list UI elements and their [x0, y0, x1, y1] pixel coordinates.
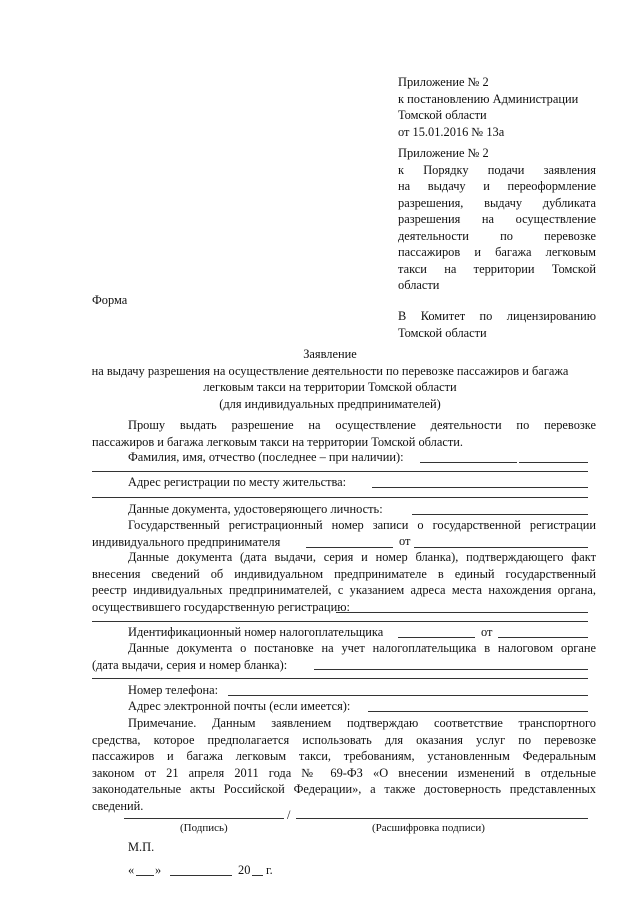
- tax-line: Данные документа о постановке на учет налогоплательщика в налоговом органе: [128, 641, 596, 655]
- decode-caption: (Расшифровка подписи): [372, 822, 485, 834]
- form-label: Форма: [92, 293, 128, 307]
- heading-line: легковым такси на территории Томской области: [203, 380, 457, 394]
- note-line: средства, которое предполагается использовать для оказания услуг по перевозке: [92, 732, 596, 747]
- request-line: Прошу выдать разрешение на осуществление деятельности по перевозке: [128, 418, 596, 432]
- egrip-line: внесения сведений об индивидуальном предпринимателе в единый государственный: [92, 566, 596, 581]
- egrip-line: реестр индивидуальных предпринимателей, с указанием адреса места нахождения органа,: [92, 583, 596, 597]
- appendix-line: к постановлению Администрации: [398, 91, 579, 106]
- signature-decode-field[interactable]: [296, 818, 588, 819]
- date-day-field[interactable]: [136, 875, 154, 876]
- reg-number-field[interactable]: [306, 547, 393, 548]
- date-year-field[interactable]: [252, 875, 263, 876]
- egrip-field[interactable]: [336, 612, 588, 613]
- heading-line: (для индивидуальных предпринимателей): [219, 396, 441, 411]
- inn-date-field[interactable]: [498, 637, 588, 638]
- tax-line: (дата выдачи, серия и номер бланка):: [92, 657, 288, 672]
- reg-number-block: [92, 517, 596, 550]
- reg-date-field[interactable]: [414, 547, 588, 548]
- document-heading: [80, 346, 580, 412]
- fio-field-2[interactable]: [519, 462, 588, 463]
- appendix-line: пассажиров и багажа легковым: [398, 245, 596, 259]
- phone-field[interactable]: [228, 695, 588, 696]
- appendix-line: от 15.01.2016 № 13а: [398, 124, 505, 139]
- fio-label: Фамилия, имя, отчество (последнее – при наличии):: [128, 450, 404, 464]
- email-label: Адрес электронной почты (если имеется):: [128, 699, 351, 713]
- appendix-line: разрешения, выдачу дубликата: [398, 195, 596, 210]
- stamp-label: М.П.: [128, 840, 155, 854]
- heading-line: на выдачу разрешения на осуществление деятельности по перевозке пассажиров и багажа: [91, 363, 569, 378]
- id-document-field[interactable]: [412, 514, 588, 515]
- signature-slash: /: [287, 808, 291, 822]
- addressee-line: В Комитет по лицензированию: [398, 309, 596, 323]
- note-line: законом от 21 апреля 2011 года № 69-ФЗ «О внесении изменений в отдельные: [92, 765, 596, 780]
- signature-caption: (Подпись): [180, 822, 228, 834]
- id-document-label: Данные документа, удостоверяющего личность:: [128, 502, 383, 516]
- fio-field-continuation[interactable]: [92, 471, 588, 472]
- appendix-line: области: [398, 278, 440, 292]
- address-label: Адрес регистрации по месту жительства:: [128, 475, 347, 489]
- appendix-line: разрешения на осуществление: [398, 212, 596, 226]
- appendix-line: деятельности по перевозке: [398, 228, 596, 243]
- appendix-block-2: [398, 145, 596, 294]
- document-title: Заявление: [303, 347, 357, 361]
- egrip-line: Данные документа (дата выдачи, серия и номер бланка), подтверждающего факт: [128, 550, 596, 564]
- appendix-line: на выдачу и переоформление: [398, 179, 596, 193]
- note-line: пассажиров и багажа легковым такси, требованиям, установленным Федеральным: [92, 749, 596, 763]
- date-year-suffix: г.: [266, 863, 273, 877]
- appendix-line: Томской области: [398, 108, 487, 122]
- date-year-prefix: 20: [238, 863, 251, 877]
- addressee-line: Томской области: [398, 325, 487, 340]
- fio-field[interactable]: [420, 462, 517, 463]
- appendix-line: к Порядку подачи заявления: [398, 162, 596, 177]
- egrip-line: осуществившего государственную регистрацию:: [92, 599, 350, 614]
- appendix-line: такси на территории Томской: [398, 261, 596, 276]
- addressee-block: [398, 308, 596, 341]
- inn-label: Идентификационный номер налогоплательщика: [128, 625, 384, 639]
- egrip-field-continuation[interactable]: [92, 621, 588, 622]
- reg-number-line: индивидуального предпринимателя: [92, 534, 281, 549]
- inn-ot: от: [481, 625, 493, 639]
- appendix-title: Приложение № 2: [398, 146, 489, 160]
- note-line: сведений.: [92, 798, 144, 813]
- request-line: пассажиров и багажа легковым такси на территории Томской области.: [92, 434, 463, 449]
- note-line: Примечание. Данным заявлением подтверждаю соответствие транспортного: [128, 716, 596, 730]
- date-month-field[interactable]: [170, 875, 232, 876]
- appendix-title: Приложение № 2: [398, 75, 489, 89]
- phone-label: Номер телефона:: [128, 683, 219, 697]
- egrip-block: [92, 549, 596, 615]
- tax-field[interactable]: [314, 669, 588, 670]
- request-paragraph: [92, 417, 596, 450]
- date-open-quote: «: [128, 863, 135, 877]
- note-paragraph: [92, 715, 596, 814]
- tax-field-continuation[interactable]: [92, 678, 588, 679]
- note-line: законодательные акты Российской Федерации», а также достоверность представленных: [92, 782, 596, 796]
- address-field-continuation[interactable]: [92, 497, 588, 498]
- appendix-block-1: [398, 74, 598, 140]
- address-field[interactable]: [372, 487, 588, 488]
- signature-field[interactable]: [124, 818, 284, 819]
- inn-field[interactable]: [398, 637, 475, 638]
- reg-number-line: Государственный регистрационный номер записи о государственной регистрации: [128, 518, 596, 532]
- email-field[interactable]: [368, 711, 588, 712]
- date-close-quote: »: [155, 863, 162, 877]
- reg-number-ot: от: [399, 534, 411, 548]
